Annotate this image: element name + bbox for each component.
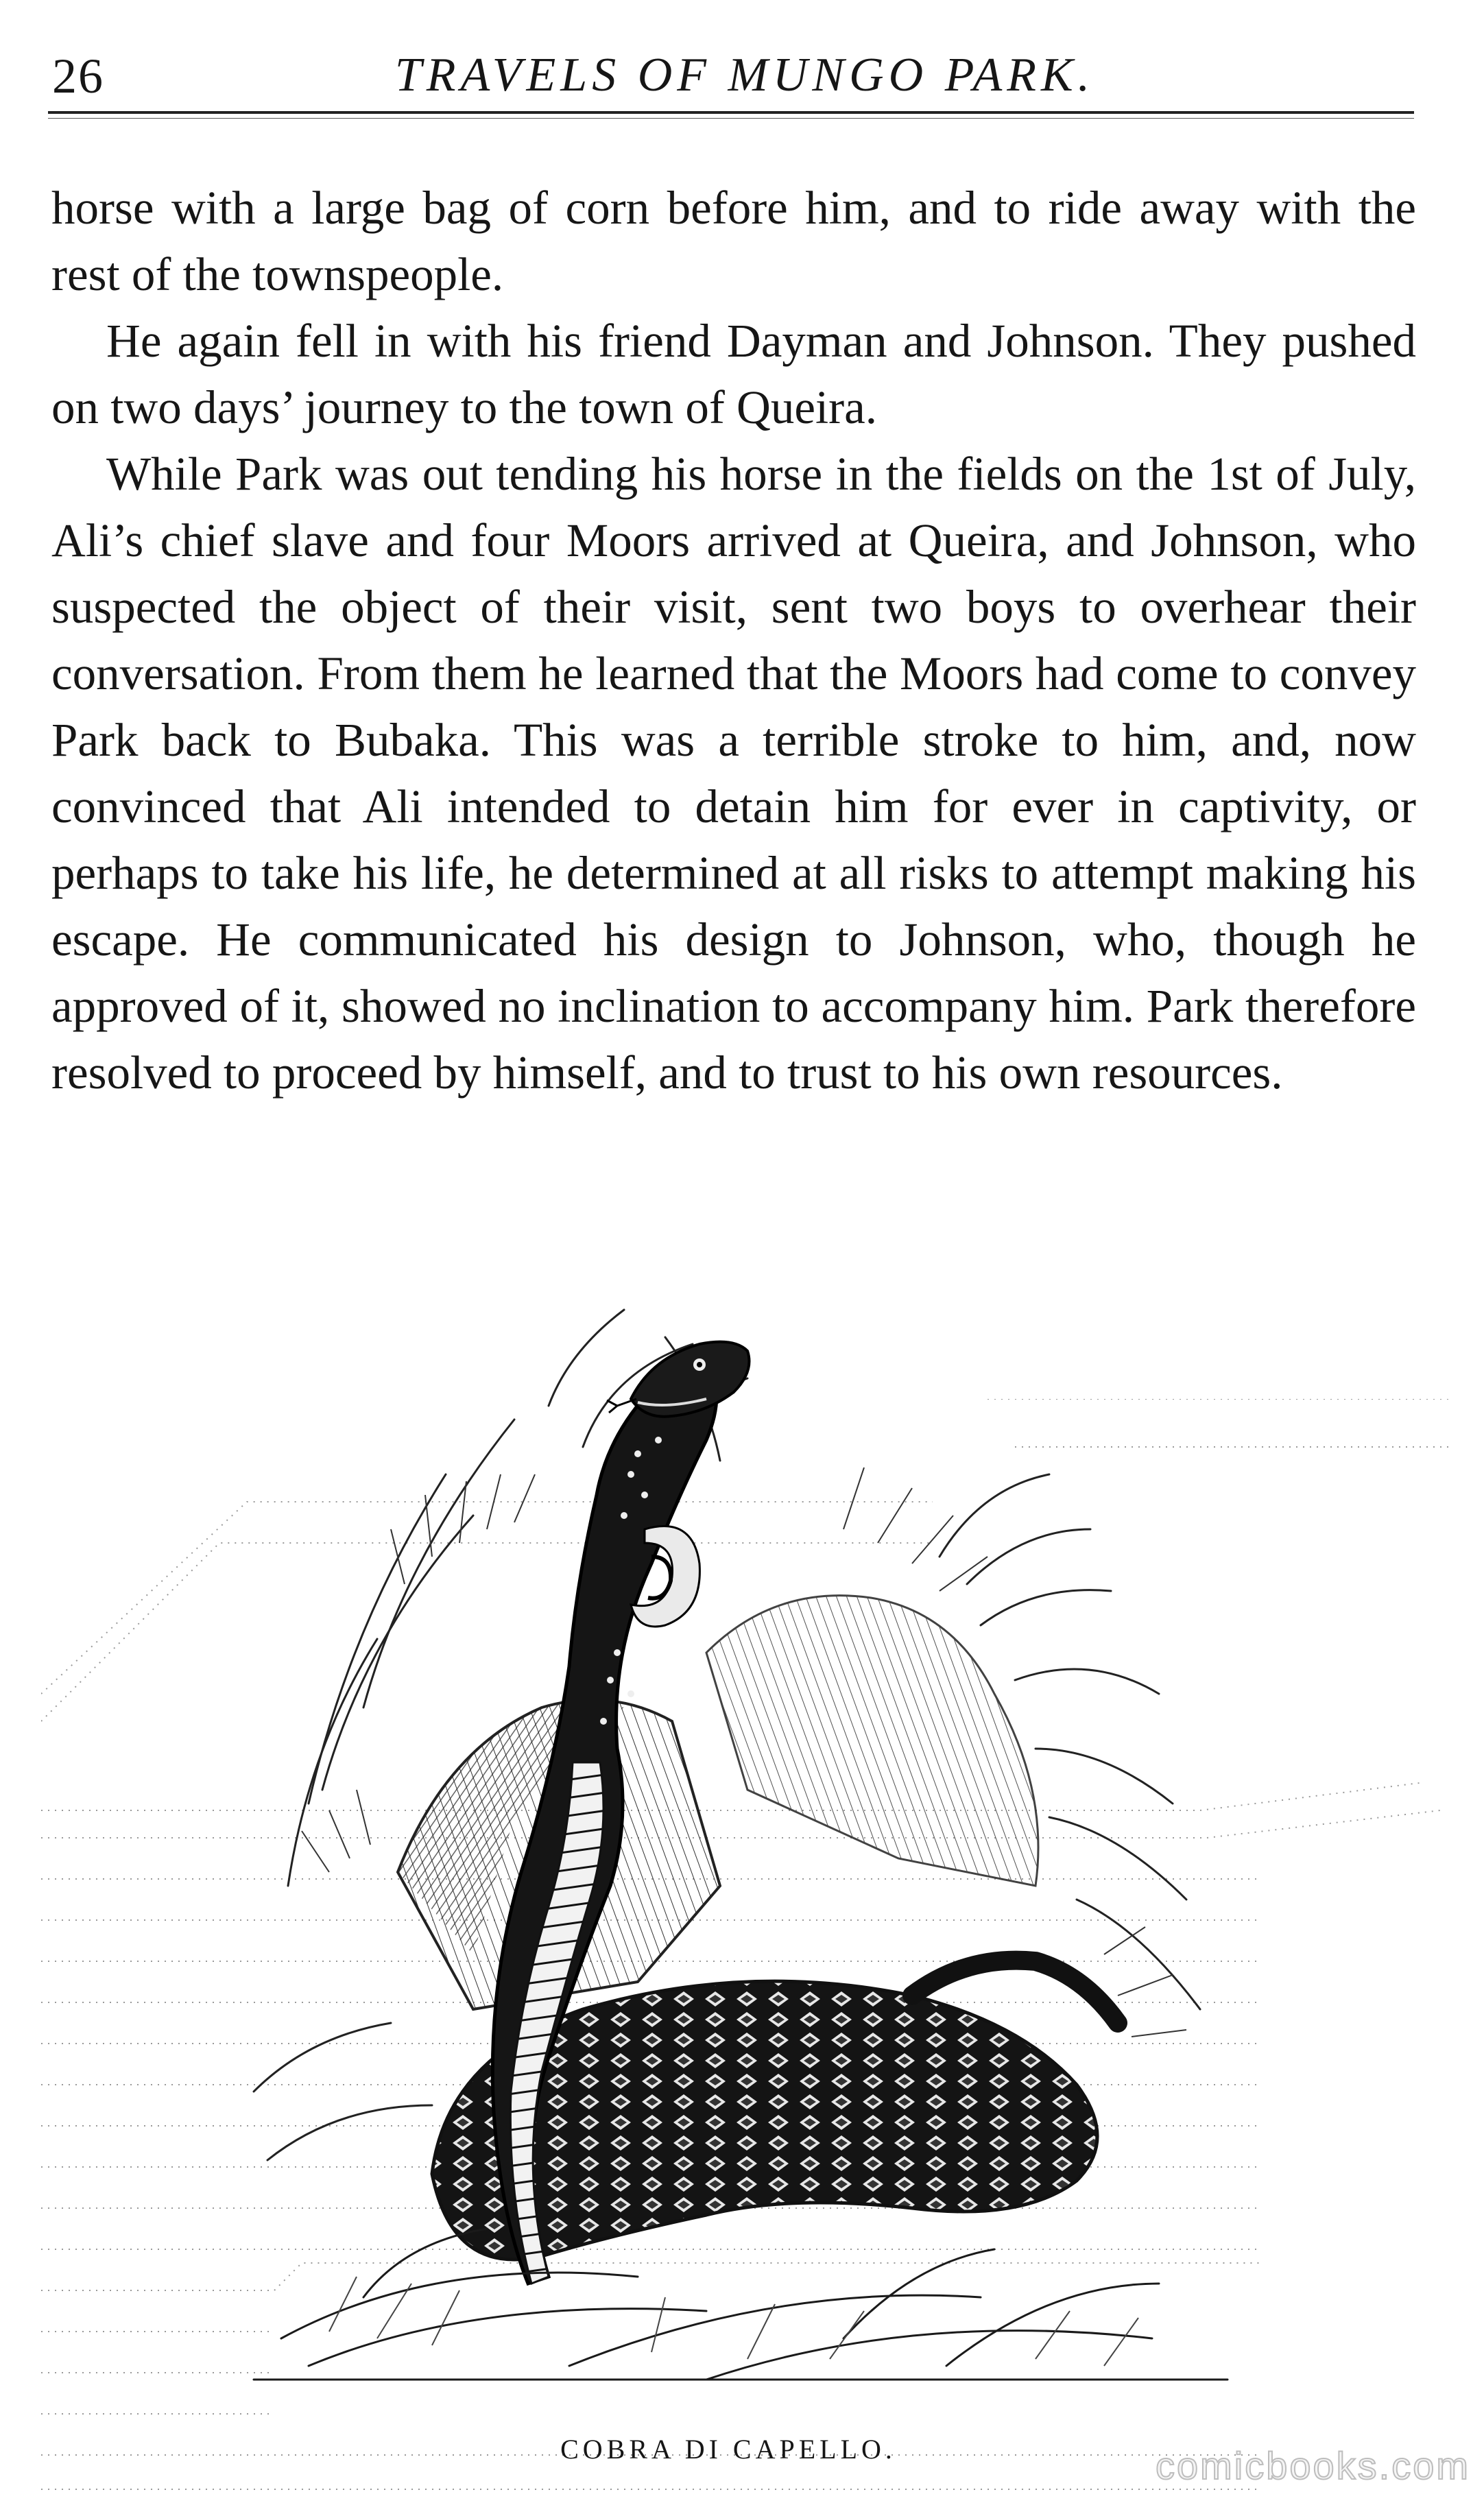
header-rule bbox=[48, 111, 1414, 119]
watermark: comicbooks.com bbox=[1155, 2444, 1470, 2487]
page-number: 26 bbox=[52, 49, 104, 104]
cobra-engraving-image bbox=[226, 1269, 1255, 2393]
cobra-illustration bbox=[226, 1269, 1255, 2393]
paragraph-2: He again fell in with his friend Dayman and Johnson. They pushed on two days’ journey to the town of Queira. bbox=[51, 315, 1416, 433]
paragraph-1: horse with a large bag of corn before him, and to ride away with the rest of the townspeople. bbox=[51, 182, 1416, 300]
paragraph-3: While Park was out tending his horse in the fields on the 1st of July, Ali’s chief slave and four Moors arrived at Queira, and Johnson, who suspected the object of their visit, sent two boys to overhear their conversation. From them he learned that the Moors had come to convey Park back to Bubaka. This was a terrible stroke to him, and, now convinced that Ali intended to detain him for ever in captivity, or perhaps to take his life, he determined at all risks to attempt making his escape. He communicated his design to Johnson, who, though he approved of it, showed no inclination to accompany him. Park therefore resolved to proceed by himself, and to trust to his own resources. bbox=[51, 448, 1416, 1099]
figure-caption: COBRA DI CAPELLO. bbox=[560, 2434, 896, 2465]
running-header bbox=[48, 43, 1414, 118]
body-text bbox=[51, 175, 1416, 1106]
running-title: TRAVELS OF MUNGO PARK. bbox=[394, 49, 1095, 101]
